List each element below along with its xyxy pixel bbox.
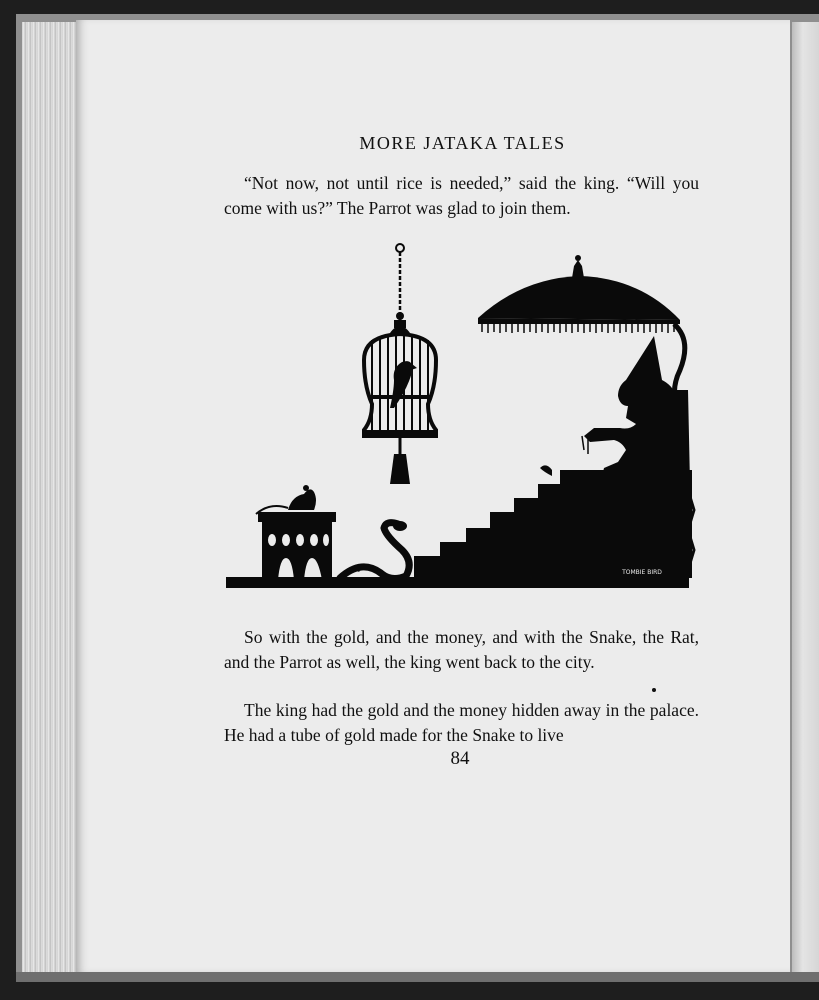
paragraph-3 xyxy=(224,698,699,748)
paragraph-1 xyxy=(224,171,699,221)
rat-icon xyxy=(256,485,316,514)
book-bottom-edge xyxy=(16,972,819,982)
running-head: MORE JATAKA TALES xyxy=(359,133,566,153)
table-icon xyxy=(258,512,336,580)
facing-page-edge xyxy=(792,22,819,972)
paragraph-2 xyxy=(224,625,699,675)
birdcage-icon xyxy=(364,244,436,484)
paragraph-2-text: So with the gold, and the money, and with the Snake, the Rat, and the Parrot as well, the king went back to the city. xyxy=(224,627,699,672)
page-number: 84 xyxy=(450,748,470,769)
paragraph-3-text: The king had the gold and the money hidden away in the palace. He had a tube of gold made for the Snake to live xyxy=(224,700,699,745)
palace-steps xyxy=(414,470,692,578)
silhouette-illustration xyxy=(222,240,697,595)
snake-icon xyxy=(340,521,409,579)
paragraph-1-text: “Not now, not until rice is needed,” said the king. “Will you come with us?” The Parrot was glad to join them. xyxy=(224,173,699,218)
ink-speck xyxy=(652,688,656,692)
page-edges xyxy=(22,22,78,974)
artist-signature: TOMBIE BIRD xyxy=(622,569,662,576)
